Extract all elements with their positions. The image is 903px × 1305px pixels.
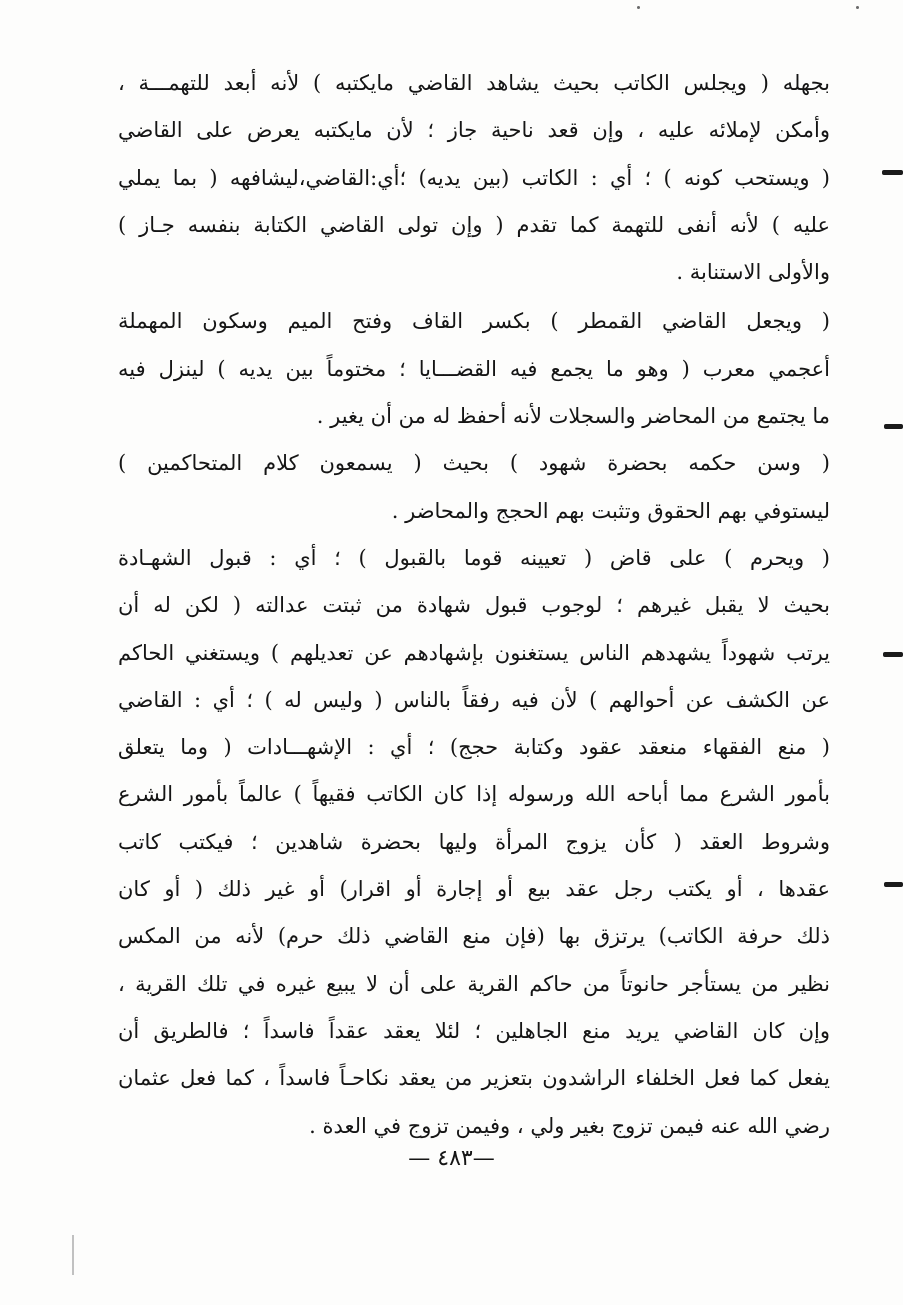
text-line-1: بجهله ( ويجلس الكاتب بحيث يشاهد القاضي مايكتبه ) لأنه أبعد للتهمـــة ، (118, 71, 830, 95)
text-line-8: ما يجتمع من المحاضر والسجلات لأنه أحفظ له من أن يغير . (316, 404, 830, 429)
body-text (118, 60, 830, 1150)
text-line-22: يفعل كما فعل الخلفاء الراشدون بتعزير من يعقد نكاحـاً فاسداً ، كما فعل عثمان (118, 1066, 830, 1091)
text-line-11: ( ويحرم ) على قاض ( تعيينه قوما بالقبول ) ؛ أي : قبول الشهـادة (118, 545, 830, 570)
scan-speck (637, 6, 640, 9)
scan-speck (856, 6, 859, 9)
text-line-16: بأمور الشرع مما أباحه الله ورسوله إذا كان الكاتب فقيهاً ) عالماً بأمور الشرع (118, 782, 830, 807)
text-line-19: ذلك حرفة الكاتب) يرتزق بها (فإن منع القاضي ذلك حرم) لأنه من المكس (118, 924, 830, 949)
text-line-13: يرتب شهوداً يشهدهم الناس يستغنون بإشهادهم عن تعديلهم ) ويستغني الحاكم (118, 640, 830, 665)
text-line-3: ( ويستحب كونه ) ؛ أي : الكاتب (بين يديه) ؛أي:القاضي،ليشافهه ( بما يملي (118, 165, 830, 190)
text-line-21: وإن كان القاضي يريد منع الجاهلين ؛ لئلا يعقد عقداً فاسداً ؛ فالطريق أن (118, 1018, 830, 1043)
text-line-23: رضي الله عنه فيمن تزوج بغير ولي ، وفيمن تزوج في العدة . (309, 1113, 830, 1138)
text-line-5: والأولى الاستنابة . (676, 260, 830, 285)
scan-mark (883, 652, 903, 657)
text-line-9: ( وسن حكمه بحضرة شهود ) بحيث ( يسمعون كلام المتحاكمين ) (118, 451, 830, 476)
text-line-7: أعجمي معرب ( وهو ما يجمع فيه القضـــايا ؛ مختوماً بين يديه ) لينزل فيه (118, 356, 830, 381)
scan-mark (884, 882, 903, 887)
scan-mark (884, 424, 903, 429)
text-line-10: ليستوفي بهم الحقوق وتثبت بهم الحجج والمحاضر . (391, 498, 830, 523)
page-number: —٤٨٣ — (408, 1146, 495, 1171)
scan-mark (882, 170, 903, 175)
text-line-20: نظير من يستأجر حانوتاً من حاكم القرية على أن لا يبيع غيره في تلك القرية ، (118, 971, 830, 996)
text-line-18: عقدها ، أو يكتب رجل عقد بيع أو إجارة أو اقرار) أو غير ذلك ( أو كان (118, 877, 830, 902)
text-line-2: وأمكن لإملائه عليه ، وإن قعد ناحية جاز ؛ لأن مايكتبه يعرض على القاضي (118, 118, 830, 143)
text-line-4: عليه ) لأنه أنفى للتهمة كما تقدم ( وإن تولى القاضي الكتابة بنفسه جـاز ) (118, 212, 830, 237)
text-line-6: ( ويجعل القاضي القمطر ) بكسر القاف وفتح الميم وسكون المهملة (118, 309, 830, 334)
page-edge-mark (72, 1235, 74, 1275)
text-line-12: بحيث لا يقبل غيرهم ؛ لوجوب قبول شهادة من ثبتت عدالته ( لكن له أن (118, 593, 830, 618)
text-line-17: وشروط العقد ( كأن يزوج المرأة وليها بحضرة شاهدين ؛ فيكتب كاتب (118, 829, 830, 854)
text-line-15: ( منع الفقهاء منعقد عقود وكتابة حجج) ؛ أي : الإشهـــادات ( وما يتعلق (118, 735, 830, 760)
text-line-14: عن الكشف عن أحوالهم ) لأن فيه رفقاً بالناس ( وليس له ) ؛ أي : القاضي (118, 687, 830, 712)
